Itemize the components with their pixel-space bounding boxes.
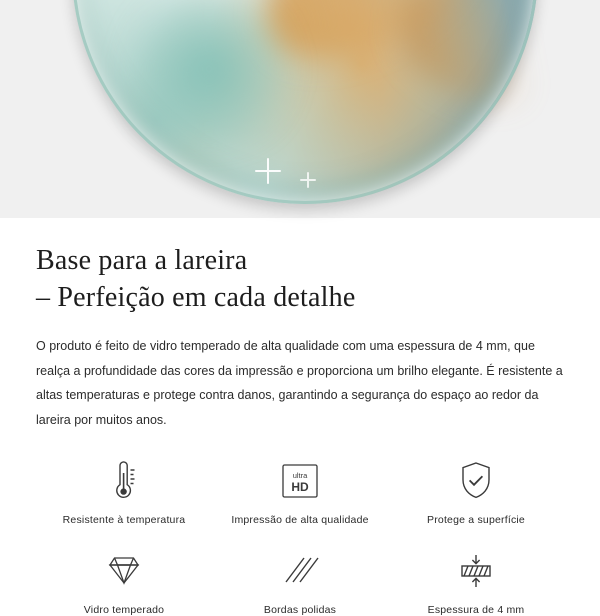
feature-grid xyxy=(36,458,564,616)
headline-line-2: – Perfeição em cada detalhe xyxy=(36,282,356,314)
diamond-icon xyxy=(36,548,212,594)
headline-line-1: Base para a lareira xyxy=(36,245,248,276)
feature-item xyxy=(388,458,564,526)
feature-label: Impressão de alta qualidade xyxy=(231,513,369,526)
hero-image xyxy=(0,0,600,218)
content-area xyxy=(0,242,600,616)
description-paragraph: O produto é feito de vidro temperado de alta qualidade com uma espessura de 4 mm, que realça a profundidade das cores da impressão e proporciona um brilho elegante. É resistente a altas temperaturas e protege contra danos, garantindo a segurança do espaço ao redor da lareira por muitos anos. xyxy=(36,339,563,427)
feature-item xyxy=(212,548,388,616)
feature-label: Vidro temperado xyxy=(83,603,165,616)
polished-edges-icon xyxy=(212,548,388,594)
thermometer-icon xyxy=(36,458,212,504)
feature-item xyxy=(36,548,212,616)
shield-check-icon xyxy=(388,458,564,504)
feature-label: Protege a superfície xyxy=(427,513,525,526)
feature-label: Espessura de 4 mm xyxy=(427,603,525,616)
ultra-hd-icon xyxy=(212,458,388,504)
feature-item xyxy=(212,458,388,526)
svg-text:ultra: ultra xyxy=(292,470,308,480)
feature-label: Resistente à temperatura xyxy=(62,513,186,526)
svg-text:HD: HD xyxy=(291,479,309,494)
page-title xyxy=(36,242,564,316)
feature-item xyxy=(36,458,212,526)
feature-label: Bordas polidas xyxy=(263,603,337,616)
feature-item xyxy=(388,548,564,616)
thickness-arrows-icon xyxy=(388,548,564,594)
